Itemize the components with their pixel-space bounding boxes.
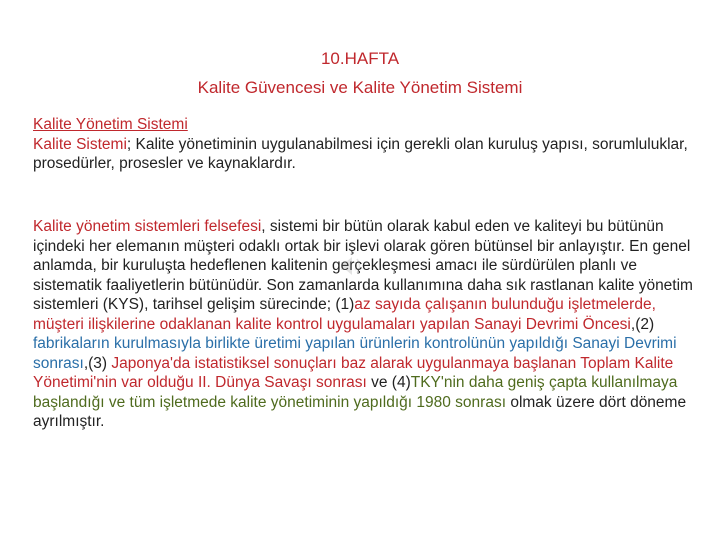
definition-text: ; Kalite yönetiminin uygulanabilmesi için gerekli olan kuruluş yapısı, sorumluluklar, prosedürler, prosesler ve kaynaklardır.	[33, 135, 688, 172]
period-1-text: az sayıda çalışanın bulunduğu işletmelerde, müşteri ilişkilerine odaklanan kalite kontrol uygulamaları yapılan Sanayi Devrimi Öncesi	[33, 296, 656, 333]
paragraph-philosophy	[33, 217, 698, 432]
slide-title-week: 10.HAFTA	[320, 49, 400, 68]
period-2-text: fabrikaların kurulmasıyla birlikte üretimi yapılan ürünlerin kontrolünün yapıldığı Sanayi Devrimi sonrası	[33, 335, 677, 372]
closing-text: olmak üzere dört döneme ayrılmıştır.	[33, 393, 687, 430]
term-kys-felsefesi: Kalite yönetim sistemleri felsefesi	[33, 218, 262, 235]
period-4-text: TKY'nin daha geniş çapta kullanılmaya başlandığı ve tüm işletmede kalite yönetiminin yapıldığı 1980 sonrası	[33, 374, 678, 411]
separator-3: ,(3)	[83, 354, 112, 372]
philosophy-text: , sistemi bir bütün olarak kabul eden ve kaliteyi bu bütünün içindeki her elemanın müşteri odaklı ortak bir işlevi olarak gören bütünsel bir anlayıştır. En genel anlamda, bir kuruluşta hedeflenen kalitenin gerçekleşmesi amacı ile sürdürülen planlı ve sistematik faaliyetlerin bütünüdür. Son zamanlarda kullanımına daha sık rastlanan kalite yönetim sistemleri (KYS), tarihsel gelişim sürecinde; (1)	[33, 218, 693, 313]
term-kalite-sistemi: Kalite Sistemi	[33, 135, 127, 153]
separator-4: ve (4)	[366, 374, 411, 391]
period-3-text: Japonya'da istatistiksel sonuçları baz alarak uygulanmaya başlanan Toplam Kalite Yönetimi'nin var olduğu II. Dünya Savaşı sonrası	[33, 354, 674, 391]
paragraph-definition	[33, 115, 698, 174]
speaker-icon[interactable]	[339, 253, 361, 279]
section-heading: Kalite Yönetim Sistemi	[33, 116, 188, 133]
separator-2: ,(2)	[630, 315, 655, 333]
slide-title-topic: Kalite Güvencesi ve Kalite Yönetim Sistemi	[197, 78, 523, 97]
